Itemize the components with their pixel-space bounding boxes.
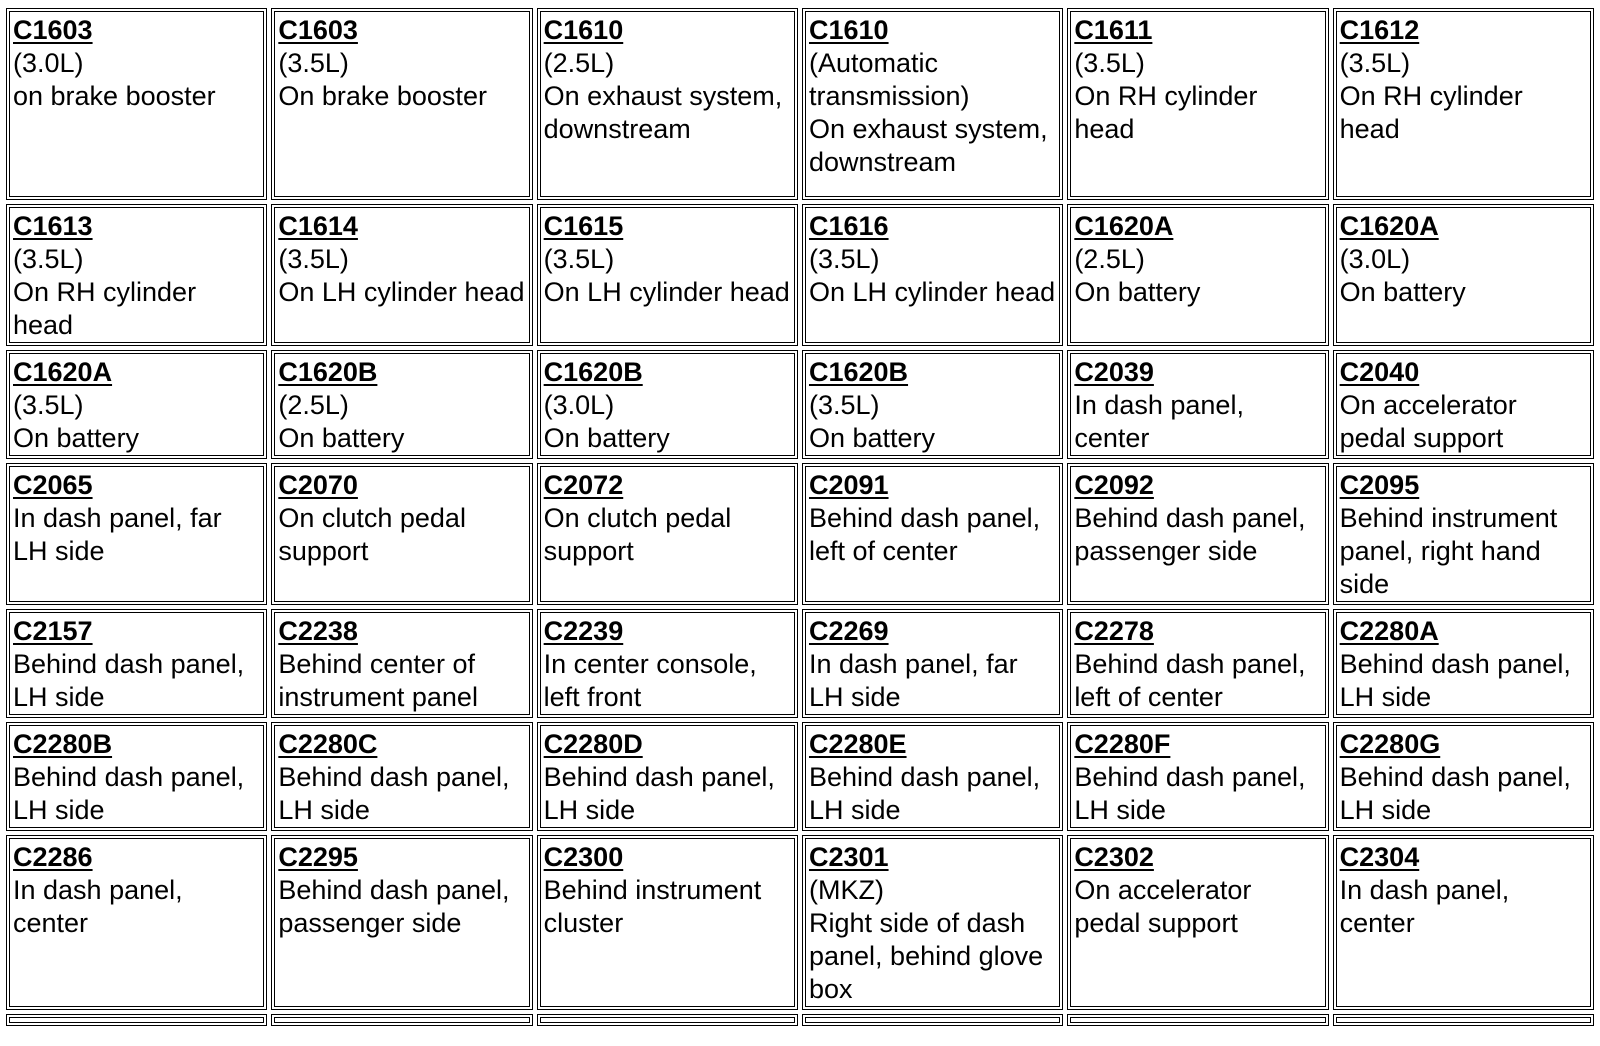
connector-location: On accelerator pedal support xyxy=(1339,390,1517,453)
connector-location: Behind instrument panel, right hand side xyxy=(1339,503,1558,599)
connector-location: Behind dash panel, LH side xyxy=(808,762,1041,825)
connector-location: On clutch pedal support xyxy=(543,503,732,566)
connector-location: On RH cylinder head xyxy=(1074,81,1258,144)
connector-cell xyxy=(6,204,267,346)
connector-location: Behind dash panel, passenger side xyxy=(278,875,510,938)
connector-code: C2301 xyxy=(808,842,889,872)
connector-code: C2302 xyxy=(1074,842,1154,872)
connector-code: C2039 xyxy=(1074,357,1154,387)
connector-location: In center console, left front xyxy=(543,649,757,712)
connector-cell-partial xyxy=(1067,1014,1328,1026)
connector-location: In dash panel, center xyxy=(13,875,183,938)
connector-cell xyxy=(1333,722,1594,831)
connector-code: C1620A xyxy=(1339,211,1439,241)
connector-cell xyxy=(1333,8,1594,200)
connector-location: On battery xyxy=(13,423,140,453)
connector-code: C1603 xyxy=(278,15,358,45)
connector-location: Behind dash panel, LH side xyxy=(13,649,245,712)
connector-variant: (3.0L) xyxy=(1339,244,1411,274)
connector-cell xyxy=(1067,835,1328,1010)
connector-code: C1620B xyxy=(543,357,643,387)
connector-cell xyxy=(271,835,532,1010)
connector-cell xyxy=(1067,350,1328,459)
connector-location: Behind dash panel, LH side xyxy=(1339,762,1571,825)
connector-cell xyxy=(6,722,267,831)
connector-cell xyxy=(1333,835,1594,1010)
connector-code: C1610 xyxy=(808,15,889,45)
connector-code: C2269 xyxy=(808,616,889,646)
connector-location: On battery xyxy=(1339,277,1466,307)
table-row xyxy=(6,350,1594,459)
connector-code: C1610 xyxy=(543,15,624,45)
connector-location: In dash panel, center xyxy=(1074,390,1244,453)
table-row xyxy=(6,835,1594,1010)
connector-cell xyxy=(6,609,267,718)
connector-cell xyxy=(802,204,1063,346)
connector-location: On RH cylinder head xyxy=(1339,81,1523,144)
connector-location: In dash panel, center xyxy=(1339,875,1510,938)
connector-cell xyxy=(6,8,267,200)
connector-location: Behind instrument cluster xyxy=(543,875,762,938)
connector-code: C2095 xyxy=(1339,470,1420,500)
connector-code: C2286 xyxy=(13,842,93,872)
connector-location: Behind center of instrument panel xyxy=(278,649,478,712)
connector-cell-partial xyxy=(6,1014,267,1026)
connector-code: C1620B xyxy=(808,357,909,387)
connector-variant: (2.5L) xyxy=(278,390,349,420)
connector-cell xyxy=(537,835,798,1010)
connector-cell xyxy=(802,722,1063,831)
connector-cell xyxy=(1067,722,1328,831)
connector-variant: (3.5L) xyxy=(1074,48,1145,78)
connector-cell xyxy=(1333,204,1594,346)
connector-cell xyxy=(271,204,532,346)
connector-code: C2065 xyxy=(13,470,93,500)
connector-location: On battery xyxy=(808,423,936,453)
connector-code: C2238 xyxy=(278,616,358,646)
connector-code: C2280D xyxy=(543,729,643,759)
connector-cell xyxy=(6,835,267,1010)
connector-location: On exhaust system, downstream xyxy=(808,114,1048,177)
connector-cell xyxy=(802,609,1063,718)
connector-location: On LH cylinder head xyxy=(543,277,790,307)
connector-code: C1615 xyxy=(543,211,624,241)
connector-location: On RH cylinder head xyxy=(13,277,197,340)
connector-location: Behind dash panel, LH side xyxy=(1074,762,1306,825)
connector-code: C2091 xyxy=(808,470,889,500)
connector-cell xyxy=(537,204,798,346)
connector-variant: (3.5L) xyxy=(1339,48,1411,78)
table-body xyxy=(6,8,1594,1026)
connector-variant: (2.5L) xyxy=(1074,244,1145,274)
table-row xyxy=(6,463,1594,605)
connector-code: C2092 xyxy=(1074,470,1154,500)
connector-cell xyxy=(802,350,1063,459)
connector-location-table xyxy=(2,4,1598,1030)
connector-location: On accelerator pedal support xyxy=(1074,875,1252,938)
connector-cell xyxy=(271,609,532,718)
connector-variant: (3.0L) xyxy=(543,390,615,420)
connector-location: On battery xyxy=(543,423,670,453)
connector-code: C2280C xyxy=(278,729,378,759)
connector-cell-partial xyxy=(1333,1014,1594,1026)
connector-code: C1620B xyxy=(278,357,378,387)
connector-code: C1613 xyxy=(13,211,93,241)
connector-location: Behind dash panel, left of center xyxy=(808,503,1041,566)
connector-cell xyxy=(1067,204,1328,346)
connector-variant: (2.5L) xyxy=(543,48,615,78)
connector-location: On battery xyxy=(278,423,405,453)
connector-variant: (Automatic transmission) xyxy=(808,48,970,111)
connector-cell-partial xyxy=(271,1014,532,1026)
connector-code: C2157 xyxy=(13,616,93,646)
connector-location: Behind dash panel, LH side xyxy=(278,762,510,825)
connector-code: C2280F xyxy=(1074,729,1171,759)
connector-cell xyxy=(802,8,1063,200)
connector-cell xyxy=(537,609,798,718)
connector-location: On brake booster xyxy=(278,81,487,111)
connector-location: Right side of dash panel, behind glove box xyxy=(808,908,1044,1004)
table-row xyxy=(6,204,1594,346)
connector-cell xyxy=(1067,8,1328,200)
connector-code: C1612 xyxy=(1339,15,1420,45)
connector-code: C2278 xyxy=(1074,616,1154,646)
connector-code: C2280E xyxy=(808,729,907,759)
connector-cell-partial xyxy=(802,1014,1063,1026)
connector-location: Behind dash panel, LH side xyxy=(13,762,245,825)
connector-location: On LH cylinder head xyxy=(278,277,525,307)
connector-cell xyxy=(802,835,1063,1010)
connector-cell xyxy=(1333,463,1594,605)
connector-code: C2239 xyxy=(543,616,624,646)
connector-variant: (3.5L) xyxy=(13,244,84,274)
connector-variant: (3.5L) xyxy=(808,390,880,420)
connector-cell xyxy=(537,463,798,605)
connector-variant: (3.5L) xyxy=(543,244,615,274)
connector-variant: (3.5L) xyxy=(278,48,349,78)
connector-location: Behind dash panel, LH side xyxy=(543,762,775,825)
connector-code: C1616 xyxy=(808,211,889,241)
connector-location: On clutch pedal support xyxy=(278,503,466,566)
connector-cell xyxy=(1067,463,1328,605)
connector-cell xyxy=(802,463,1063,605)
connector-cell xyxy=(1333,350,1594,459)
connector-cell xyxy=(271,8,532,200)
connector-variant: (3.5L) xyxy=(278,244,349,274)
connector-location: In dash panel, far LH side xyxy=(13,503,222,566)
connector-cell xyxy=(271,350,532,459)
connector-cell xyxy=(537,8,798,200)
connector-cell xyxy=(537,722,798,831)
connector-cell xyxy=(271,722,532,831)
connector-location: On exhaust system, downstream xyxy=(543,81,783,144)
connector-cell xyxy=(6,463,267,605)
connector-code: C2280G xyxy=(1339,729,1441,759)
connector-code: C1620A xyxy=(1074,211,1174,241)
connector-code: C2040 xyxy=(1339,357,1420,387)
connector-location: on brake booster xyxy=(13,81,216,111)
connector-code: C2304 xyxy=(1339,842,1420,872)
connector-code: C1620A xyxy=(13,357,113,387)
connector-cell xyxy=(1067,609,1328,718)
table-row xyxy=(6,8,1594,200)
connector-location: In dash panel, far LH side xyxy=(808,649,1018,712)
connector-code: C1603 xyxy=(13,15,93,45)
connector-code: C2070 xyxy=(278,470,358,500)
connector-variant: (3.5L) xyxy=(808,244,880,274)
connector-location: On battery xyxy=(1074,277,1201,307)
connector-code: C2072 xyxy=(543,470,624,500)
connector-location: Behind dash panel, LH side xyxy=(1339,649,1571,712)
connector-code: C1614 xyxy=(278,211,358,241)
connector-cell xyxy=(1333,609,1594,718)
table-row xyxy=(6,722,1594,831)
table-row-partial xyxy=(6,1014,1594,1026)
connector-code: C2295 xyxy=(278,842,358,872)
table-row xyxy=(6,609,1594,718)
connector-location: Behind dash panel, passenger side xyxy=(1074,503,1306,566)
connector-variant: (MKZ) xyxy=(808,875,884,905)
connector-code: C1611 xyxy=(1074,15,1153,45)
connector-cell xyxy=(271,463,532,605)
connector-code: C2300 xyxy=(543,842,624,872)
connector-code: C2280B xyxy=(13,729,113,759)
connector-variant: (3.0L) xyxy=(13,48,84,78)
connector-cell-partial xyxy=(537,1014,798,1026)
connector-code: C2280A xyxy=(1339,616,1439,646)
connector-location: Behind dash panel, left of center xyxy=(1074,649,1306,712)
connector-cell xyxy=(6,350,267,459)
connector-variant: (3.5L) xyxy=(13,390,84,420)
connector-location: On LH cylinder head xyxy=(808,277,1056,307)
connector-cell xyxy=(537,350,798,459)
